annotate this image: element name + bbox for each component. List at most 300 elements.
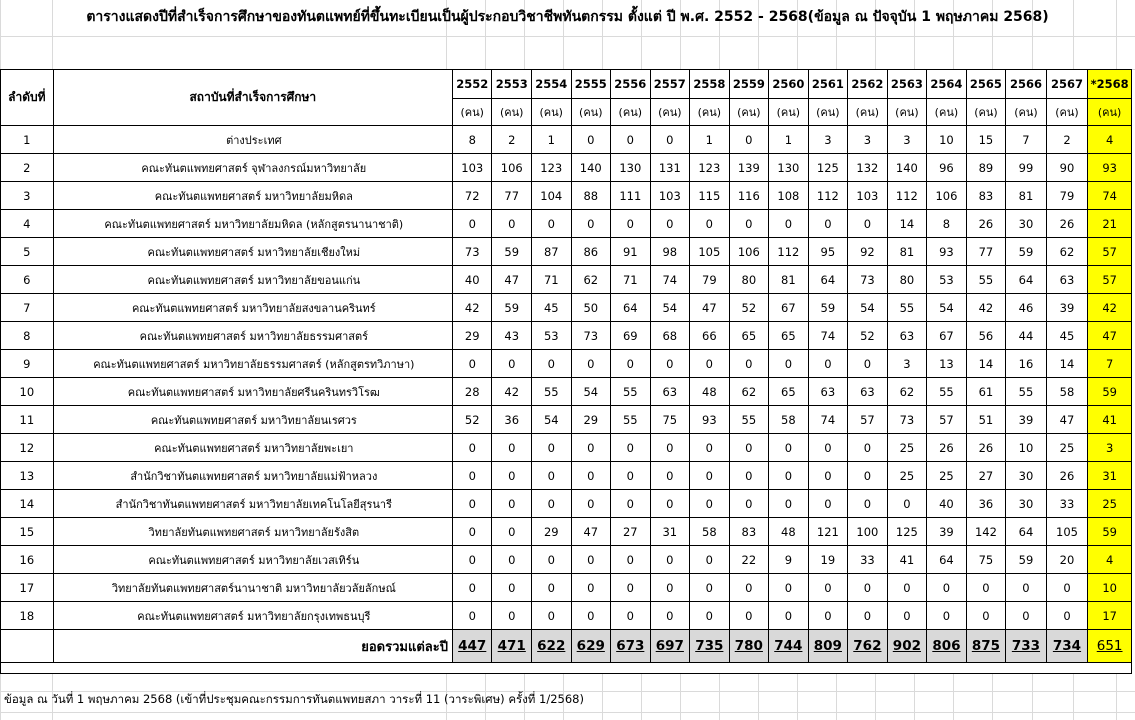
- value-cell: 81: [1006, 182, 1047, 210]
- value-cell: 0: [611, 574, 651, 602]
- value-cell: 0: [650, 350, 690, 378]
- year-header: 2561: [808, 70, 848, 99]
- value-cell: 0: [650, 546, 690, 574]
- value-cell: 0: [492, 350, 532, 378]
- value-cell: 42: [492, 378, 532, 406]
- value-cell: 93: [927, 238, 967, 266]
- institution-column-header: สถาบันที่สำเร็จการศึกษา: [53, 70, 452, 126]
- value-cell: 0: [492, 210, 532, 238]
- row-index: 2: [1, 154, 54, 182]
- row-index: 18: [1, 602, 54, 630]
- institution-name: คณะทันตแพทยศาสตร์ มหาวิทยาลัยพะเยา: [53, 434, 452, 462]
- value-cell: 3: [1088, 434, 1132, 462]
- year-header: 2558: [690, 70, 730, 99]
- value-cell: 121: [808, 518, 848, 546]
- value-cell: 0: [848, 462, 888, 490]
- value-cell: 48: [769, 518, 809, 546]
- unit-label: (คน): [571, 99, 611, 126]
- value-cell: 123: [532, 154, 572, 182]
- value-cell: 0: [769, 490, 809, 518]
- value-cell: 0: [808, 350, 848, 378]
- value-cell: 83: [966, 182, 1006, 210]
- total-value: 809: [808, 630, 848, 663]
- year-header: 2552: [452, 70, 492, 99]
- value-cell: 54: [650, 294, 690, 322]
- total-value: 875: [966, 630, 1006, 663]
- value-cell: 64: [808, 266, 848, 294]
- value-cell: 29: [532, 518, 572, 546]
- value-cell: 47: [1088, 322, 1132, 350]
- value-cell: 103: [848, 182, 888, 210]
- value-cell: 0: [650, 574, 690, 602]
- institution-name: คณะทันตแพทยศาสตร์ มหาวิทยาลัยขอนแก่น: [53, 266, 452, 294]
- row-index: 17: [1, 574, 54, 602]
- value-cell: 42: [452, 294, 492, 322]
- value-cell: 54: [532, 406, 572, 434]
- value-cell: 45: [1046, 322, 1088, 350]
- total-label: ยอดรวมแต่ละปี: [53, 630, 452, 663]
- year-header: *2568: [1088, 70, 1132, 99]
- institution-name: คณะทันตแพทยศาสตร์ มหาวิทยาลัยสงขลานครินทร์: [53, 294, 452, 322]
- value-cell: 0: [532, 434, 572, 462]
- table-title: ตารางแสดงปีที่สำเร็จการศึกษาของทันตแพทย์ที่ขึ้นทะเบียนเป็นผู้ประกอบวิชาชีพทันตกรรม ตั้งแต่ ปี พ.ศ. 2552 - 2568(ข้อมูล ณ ปัจจุบัน 1 พฤษภาคม 2568): [86, 9, 1049, 25]
- value-cell: 99: [1006, 154, 1047, 182]
- value-cell: 55: [1006, 378, 1047, 406]
- value-cell: 75: [650, 406, 690, 434]
- value-cell: 0: [690, 434, 730, 462]
- total-value: 651: [1088, 630, 1132, 663]
- footnote: ข้อมูล ณ วันที่ 1 พฤษภาคม 2568 (เข้าที่ประชุมคณะกรรมการทันตแพทยสภา วาระที่ 11 (วาระพิเศษ) ครั้งที่ 1/2568): [4, 692, 584, 706]
- total-value: 629: [571, 630, 611, 663]
- table-row: [1, 490, 1132, 518]
- table-row: [1, 294, 1132, 322]
- value-cell: 103: [650, 182, 690, 210]
- value-cell: 0: [848, 350, 888, 378]
- value-cell: 0: [690, 350, 730, 378]
- value-cell: 0: [808, 490, 848, 518]
- unit-label: (คน): [769, 99, 809, 126]
- value-cell: 55: [927, 378, 967, 406]
- value-cell: 55: [611, 378, 651, 406]
- value-cell: 33: [848, 546, 888, 574]
- value-cell: 104: [532, 182, 572, 210]
- institution-name: คณะทันตแพทยศาสตร์ จุฬาลงกรณ์มหาวิทยาลัย: [53, 154, 452, 182]
- value-cell: 25: [1088, 490, 1132, 518]
- value-cell: 0: [452, 574, 492, 602]
- value-cell: 0: [729, 126, 769, 154]
- value-cell: 74: [808, 322, 848, 350]
- value-cell: 2: [1046, 126, 1088, 154]
- value-cell: 0: [887, 602, 927, 630]
- value-cell: 65: [729, 322, 769, 350]
- unit-label: (คน): [532, 99, 572, 126]
- value-cell: 54: [848, 294, 888, 322]
- value-cell: 64: [927, 546, 967, 574]
- value-cell: 0: [611, 546, 651, 574]
- unit-label: (คน): [611, 99, 651, 126]
- table-row: [1, 350, 1132, 378]
- value-cell: 59: [492, 294, 532, 322]
- value-cell: 7: [1088, 350, 1132, 378]
- value-cell: 106: [492, 154, 532, 182]
- value-cell: 74: [1088, 182, 1132, 210]
- table-row: [1, 210, 1132, 238]
- value-cell: 81: [769, 266, 809, 294]
- value-cell: 0: [492, 602, 532, 630]
- value-cell: 116: [729, 182, 769, 210]
- value-cell: 0: [571, 574, 611, 602]
- value-cell: 61: [966, 378, 1006, 406]
- value-cell: 0: [532, 574, 572, 602]
- value-cell: 52: [452, 406, 492, 434]
- value-cell: 0: [808, 434, 848, 462]
- value-cell: 53: [532, 322, 572, 350]
- value-cell: 46: [1006, 294, 1047, 322]
- value-cell: 0: [611, 350, 651, 378]
- year-header: 2560: [769, 70, 809, 99]
- value-cell: 62: [887, 378, 927, 406]
- value-cell: 52: [848, 322, 888, 350]
- value-cell: 26: [927, 434, 967, 462]
- value-cell: 86: [571, 238, 611, 266]
- value-cell: 55: [729, 406, 769, 434]
- value-cell: 106: [729, 238, 769, 266]
- value-cell: 79: [690, 266, 730, 294]
- value-cell: 58: [1046, 378, 1088, 406]
- value-cell: 0: [650, 602, 690, 630]
- value-cell: 67: [927, 322, 967, 350]
- institution-name: คณะทันตแพทยศาสตร์ มหาวิทยาลัยกรุงเทพธนบุรี: [53, 602, 452, 630]
- value-cell: 26: [966, 434, 1006, 462]
- value-cell: 1: [532, 126, 572, 154]
- row-index: 5: [1, 238, 54, 266]
- value-cell: 16: [1006, 350, 1047, 378]
- row-index: 7: [1, 294, 54, 322]
- value-cell: 59: [1006, 546, 1047, 574]
- gridline-horizontal: [0, 712, 1135, 713]
- value-cell: 19: [808, 546, 848, 574]
- value-cell: 39: [1046, 294, 1088, 322]
- value-cell: 0: [729, 350, 769, 378]
- value-cell: 103: [452, 154, 492, 182]
- total-value: 806: [927, 630, 967, 663]
- unit-label: (คน): [966, 99, 1006, 126]
- value-cell: 0: [927, 574, 967, 602]
- value-cell: 96: [927, 154, 967, 182]
- value-cell: 14: [1046, 350, 1088, 378]
- year-header: 2564: [927, 70, 967, 99]
- value-cell: 67: [769, 294, 809, 322]
- table-row: [1, 546, 1132, 574]
- value-cell: 0: [769, 602, 809, 630]
- row-index: 11: [1, 406, 54, 434]
- value-cell: 17: [1088, 602, 1132, 630]
- value-cell: 31: [1088, 462, 1132, 490]
- value-cell: 13: [927, 350, 967, 378]
- unit-label: (คน): [729, 99, 769, 126]
- value-cell: 40: [927, 490, 967, 518]
- value-cell: 59: [1006, 238, 1047, 266]
- value-cell: 93: [1088, 154, 1132, 182]
- value-cell: 0: [571, 462, 611, 490]
- value-cell: 0: [729, 602, 769, 630]
- total-value: 734: [1046, 630, 1088, 663]
- value-cell: 0: [650, 126, 690, 154]
- value-cell: 41: [887, 546, 927, 574]
- value-cell: 0: [1046, 602, 1088, 630]
- value-cell: 112: [887, 182, 927, 210]
- value-cell: 125: [887, 518, 927, 546]
- value-cell: 0: [611, 490, 651, 518]
- value-cell: 0: [848, 602, 888, 630]
- institution-name: คณะทันตแพทยศาสตร์ มหาวิทยาลัยเวสเทิร์น: [53, 546, 452, 574]
- value-cell: 59: [492, 238, 532, 266]
- row-index: 12: [1, 434, 54, 462]
- value-cell: 0: [611, 126, 651, 154]
- value-cell: 0: [611, 602, 651, 630]
- value-cell: 55: [532, 378, 572, 406]
- value-cell: 1: [769, 126, 809, 154]
- value-cell: 3: [848, 126, 888, 154]
- value-cell: 0: [729, 490, 769, 518]
- value-cell: 47: [492, 266, 532, 294]
- value-cell: 0: [769, 574, 809, 602]
- value-cell: 40: [452, 266, 492, 294]
- value-cell: 15: [966, 126, 1006, 154]
- unit-label: (คน): [1046, 99, 1088, 126]
- value-cell: 89: [966, 154, 1006, 182]
- value-cell: 0: [690, 602, 730, 630]
- value-cell: 0: [729, 574, 769, 602]
- value-cell: 47: [1046, 406, 1088, 434]
- value-cell: 3: [887, 350, 927, 378]
- unit-label: (คน): [927, 99, 967, 126]
- value-cell: 77: [966, 238, 1006, 266]
- value-cell: 0: [532, 350, 572, 378]
- value-cell: 0: [769, 434, 809, 462]
- institution-name: คณะทันตแพทยศาสตร์ มหาวิทยาลัยศรีนครินทรวิโรฒ: [53, 378, 452, 406]
- value-cell: 0: [848, 210, 888, 238]
- value-cell: 74: [650, 266, 690, 294]
- value-cell: 64: [1006, 518, 1047, 546]
- value-cell: 71: [611, 266, 651, 294]
- total-value: 447: [452, 630, 492, 663]
- institution-name: คณะทันตแพทยศาสตร์ มหาวิทยาลัยเชียงใหม่: [53, 238, 452, 266]
- value-cell: 53: [927, 266, 967, 294]
- value-cell: 0: [808, 210, 848, 238]
- value-cell: 29: [571, 406, 611, 434]
- total-value: 673: [611, 630, 651, 663]
- value-cell: 45: [532, 294, 572, 322]
- value-cell: 27: [966, 462, 1006, 490]
- total-index-cell: [1, 630, 54, 663]
- year-header: 2566: [1006, 70, 1047, 99]
- value-cell: 0: [1006, 574, 1047, 602]
- row-index: 16: [1, 546, 54, 574]
- value-cell: 95: [808, 238, 848, 266]
- value-cell: 0: [452, 462, 492, 490]
- value-cell: 0: [571, 210, 611, 238]
- value-cell: 0: [571, 490, 611, 518]
- value-cell: 10: [927, 126, 967, 154]
- unit-label: (คน): [808, 99, 848, 126]
- table-row: [1, 126, 1132, 154]
- value-cell: 0: [452, 602, 492, 630]
- value-cell: 21: [1088, 210, 1132, 238]
- value-cell: 29: [452, 322, 492, 350]
- value-cell: 39: [1006, 406, 1047, 434]
- value-cell: 47: [571, 518, 611, 546]
- value-cell: 52: [729, 294, 769, 322]
- value-cell: 54: [571, 378, 611, 406]
- value-cell: 57: [927, 406, 967, 434]
- value-cell: 66: [690, 322, 730, 350]
- value-cell: 55: [611, 406, 651, 434]
- value-cell: 65: [769, 322, 809, 350]
- institution-name: สำนักวิชาทันตแพทยศาสตร์ มหาวิทยาลัยแม่ฟ้าหลวง: [53, 462, 452, 490]
- value-cell: 64: [611, 294, 651, 322]
- table-row: [1, 182, 1132, 210]
- institution-name: คณะทันตแพทยศาสตร์ มหาวิทยาลัยมหิดล: [53, 182, 452, 210]
- value-cell: 0: [492, 462, 532, 490]
- table-row: [1, 406, 1132, 434]
- value-cell: 0: [690, 490, 730, 518]
- value-cell: 0: [452, 350, 492, 378]
- value-cell: 0: [690, 574, 730, 602]
- value-cell: 0: [611, 462, 651, 490]
- institution-name: คณะทันตแพทยศาสตร์ มหาวิทยาลัยธรรมศาสตร์ (หลักสูตรทวิภาษา): [53, 350, 452, 378]
- table-row: [1, 602, 1132, 630]
- value-cell: 2: [492, 126, 532, 154]
- value-cell: 88: [571, 182, 611, 210]
- value-cell: 0: [887, 490, 927, 518]
- institution-name: คณะทันตแพทยศาสตร์ มหาวิทยาลัยมหิดล (หลักสูตรนานาชาติ): [53, 210, 452, 238]
- value-cell: 59: [1088, 378, 1132, 406]
- value-cell: 90: [1046, 154, 1088, 182]
- institution-name: ต่างประเทศ: [53, 126, 452, 154]
- institution-name: วิทยาลัยทันตแพทยศาสตร์ มหาวิทยาลัยรังสิต: [53, 518, 452, 546]
- value-cell: 72: [452, 182, 492, 210]
- value-cell: 0: [729, 210, 769, 238]
- row-index: 1: [1, 126, 54, 154]
- value-cell: 42: [1088, 294, 1132, 322]
- value-cell: 0: [452, 546, 492, 574]
- unit-label: (คน): [690, 99, 730, 126]
- value-cell: 30: [1006, 210, 1047, 238]
- row-index: 10: [1, 378, 54, 406]
- table-row: [1, 322, 1132, 350]
- value-cell: 42: [966, 294, 1006, 322]
- value-cell: 0: [452, 490, 492, 518]
- value-cell: 112: [769, 238, 809, 266]
- value-cell: 125: [808, 154, 848, 182]
- value-cell: 47: [690, 294, 730, 322]
- value-cell: 0: [492, 574, 532, 602]
- value-cell: 71: [532, 266, 572, 294]
- value-cell: 0: [571, 126, 611, 154]
- value-cell: 73: [848, 266, 888, 294]
- unit-label: (คน): [887, 99, 927, 126]
- value-cell: 0: [532, 462, 572, 490]
- value-cell: 0: [769, 350, 809, 378]
- value-cell: 139: [729, 154, 769, 182]
- value-cell: 14: [887, 210, 927, 238]
- value-cell: 93: [690, 406, 730, 434]
- row-index: 13: [1, 462, 54, 490]
- value-cell: 64: [1006, 266, 1047, 294]
- total-value: 735: [690, 630, 730, 663]
- institution-name: คณะทันตแพทยศาสตร์ มหาวิทยาลัยธรรมศาสตร์: [53, 322, 452, 350]
- value-cell: 81: [887, 238, 927, 266]
- table-row: [1, 266, 1132, 294]
- value-cell: 0: [927, 602, 967, 630]
- value-cell: 75: [966, 546, 1006, 574]
- value-cell: 0: [571, 434, 611, 462]
- value-cell: 57: [1088, 238, 1132, 266]
- value-cell: 58: [690, 518, 730, 546]
- value-cell: 123: [690, 154, 730, 182]
- value-cell: 63: [887, 322, 927, 350]
- value-cell: 80: [729, 266, 769, 294]
- value-cell: 51: [966, 406, 1006, 434]
- value-cell: 87: [532, 238, 572, 266]
- value-cell: 48: [690, 378, 730, 406]
- table-row: [1, 518, 1132, 546]
- value-cell: 0: [690, 210, 730, 238]
- value-cell: 8: [927, 210, 967, 238]
- value-cell: 63: [650, 378, 690, 406]
- total-value: 733: [1006, 630, 1047, 663]
- value-cell: 3: [808, 126, 848, 154]
- value-cell: 62: [1046, 238, 1088, 266]
- value-cell: 9: [769, 546, 809, 574]
- value-cell: 0: [848, 434, 888, 462]
- value-cell: 27: [611, 518, 651, 546]
- value-cell: 0: [611, 210, 651, 238]
- value-cell: 80: [887, 266, 927, 294]
- value-cell: 62: [729, 378, 769, 406]
- value-cell: 0: [808, 462, 848, 490]
- year-header: 2553: [492, 70, 532, 99]
- value-cell: 22: [729, 546, 769, 574]
- value-cell: 106: [927, 182, 967, 210]
- value-cell: 0: [729, 434, 769, 462]
- value-cell: 36: [966, 490, 1006, 518]
- value-cell: 33: [1046, 490, 1088, 518]
- value-cell: 0: [887, 574, 927, 602]
- value-cell: 91: [611, 238, 651, 266]
- value-cell: 0: [492, 546, 532, 574]
- row-index: 15: [1, 518, 54, 546]
- value-cell: 31: [650, 518, 690, 546]
- value-cell: 8: [452, 126, 492, 154]
- value-cell: 57: [1088, 266, 1132, 294]
- year-header: 2557: [650, 70, 690, 99]
- value-cell: 0: [690, 546, 730, 574]
- value-cell: 55: [966, 266, 1006, 294]
- value-cell: 0: [848, 574, 888, 602]
- value-cell: 111: [611, 182, 651, 210]
- value-cell: 98: [650, 238, 690, 266]
- value-cell: 14: [966, 350, 1006, 378]
- value-cell: 0: [769, 210, 809, 238]
- value-cell: 25: [887, 434, 927, 462]
- value-cell: 73: [887, 406, 927, 434]
- value-cell: 0: [690, 462, 730, 490]
- value-cell: 0: [571, 546, 611, 574]
- value-cell: 59: [808, 294, 848, 322]
- value-cell: 0: [452, 434, 492, 462]
